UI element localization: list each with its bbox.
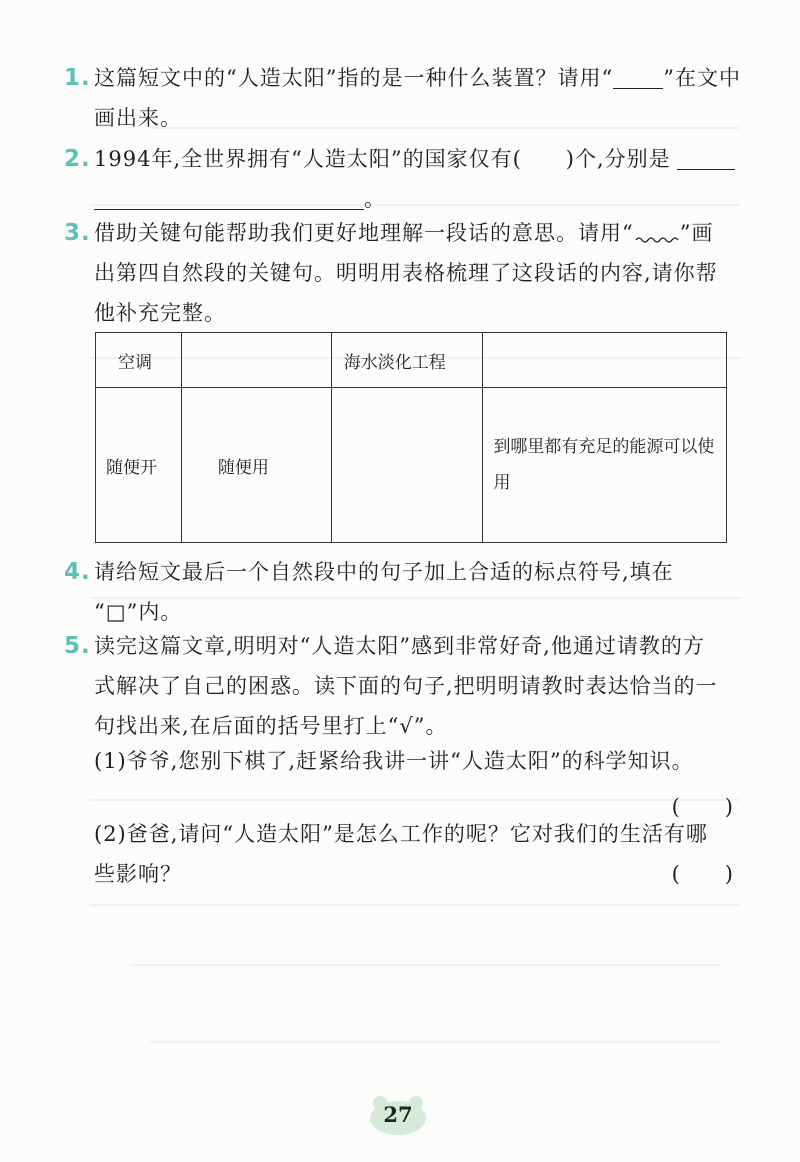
question-text: 画出来。 bbox=[94, 106, 182, 130]
question-3 bbox=[64, 213, 744, 333]
question-text: ”画 bbox=[679, 221, 714, 245]
question-text: “□”内。 bbox=[94, 600, 183, 624]
question-number: 1. bbox=[64, 65, 91, 91]
question-text: 式解决了自己的困惑。读下面的句子,把明明请教时表达恰当的一 bbox=[94, 674, 718, 698]
question-text: ”在文中 bbox=[663, 66, 741, 90]
table-cell-blank[interactable] bbox=[483, 333, 727, 388]
question-text: 出第四自然段的关键句。明明用表格梳理了这段话的内容,请你帮 bbox=[94, 261, 718, 285]
question-text: 。 bbox=[364, 187, 386, 211]
question-text: 读完这篇文章,明明对“人造太阳”感到非常好奇,他通过请教的方 bbox=[94, 634, 705, 658]
question-1 bbox=[64, 58, 744, 138]
table-cell: 随便开 bbox=[96, 388, 182, 543]
question-number: 5. bbox=[64, 633, 91, 659]
table-row bbox=[96, 388, 727, 543]
table-cell: 随便用 bbox=[181, 388, 331, 543]
table-cell: 空调 bbox=[96, 333, 182, 388]
question-4 bbox=[64, 552, 744, 632]
table-cell-blank[interactable] bbox=[181, 333, 331, 388]
answer-paren-blank[interactable]: ( ) bbox=[671, 795, 734, 819]
option-2 bbox=[64, 814, 744, 894]
option-text: 些影响？ bbox=[94, 862, 182, 886]
question-text: 1994年,全世界拥有“人造太阳”的国家仅有( bbox=[94, 147, 522, 171]
table-cell-blank[interactable] bbox=[331, 388, 483, 543]
question-number: 4. bbox=[64, 559, 91, 585]
question-number: 2. bbox=[64, 146, 91, 172]
table-cell: 到哪里都有充足的能源可以使用 bbox=[483, 388, 727, 543]
question-text: 句找出来,在后面的括号里打上“√”。 bbox=[94, 714, 448, 738]
wavy-underline-icon bbox=[634, 224, 680, 246]
answer-underline-blank[interactable] bbox=[94, 185, 364, 210]
question-text: 这篇短文中的“人造太阳”指的是一种什么装置？请用“ bbox=[94, 66, 614, 90]
question-text: 请给短文最后一个自然段中的句子加上合适的标点符号,填在 bbox=[94, 560, 674, 584]
question-text: 借助关键句能帮助我们更好地理解一段话的意思。请用“ bbox=[94, 221, 634, 245]
option-text: (2)爸爸,请问“人造太阳”是怎么工作的呢？它对我们的生活有哪 bbox=[94, 822, 708, 846]
answer-underline-blank[interactable] bbox=[613, 64, 663, 89]
page-number-badge bbox=[367, 1094, 429, 1136]
page-number: 27 bbox=[383, 1102, 413, 1127]
question-text: )个,分别是 bbox=[565, 147, 671, 171]
option-1 bbox=[64, 741, 744, 821]
table-row bbox=[96, 333, 727, 388]
question-5 bbox=[64, 626, 744, 746]
answer-underline-blank[interactable] bbox=[677, 145, 735, 170]
option-text: (1)爷爷,您别下棋了,赶紧给我讲一讲“人造太阳”的科学知识。 bbox=[94, 749, 694, 773]
answer-paren-blank[interactable]: ( ) bbox=[671, 862, 734, 886]
question-2 bbox=[64, 139, 744, 219]
summary-table bbox=[95, 332, 727, 543]
question-text: 他补充完整。 bbox=[94, 301, 226, 325]
table-cell: 海水淡化工程 bbox=[331, 333, 483, 388]
question-number: 3. bbox=[64, 220, 91, 246]
